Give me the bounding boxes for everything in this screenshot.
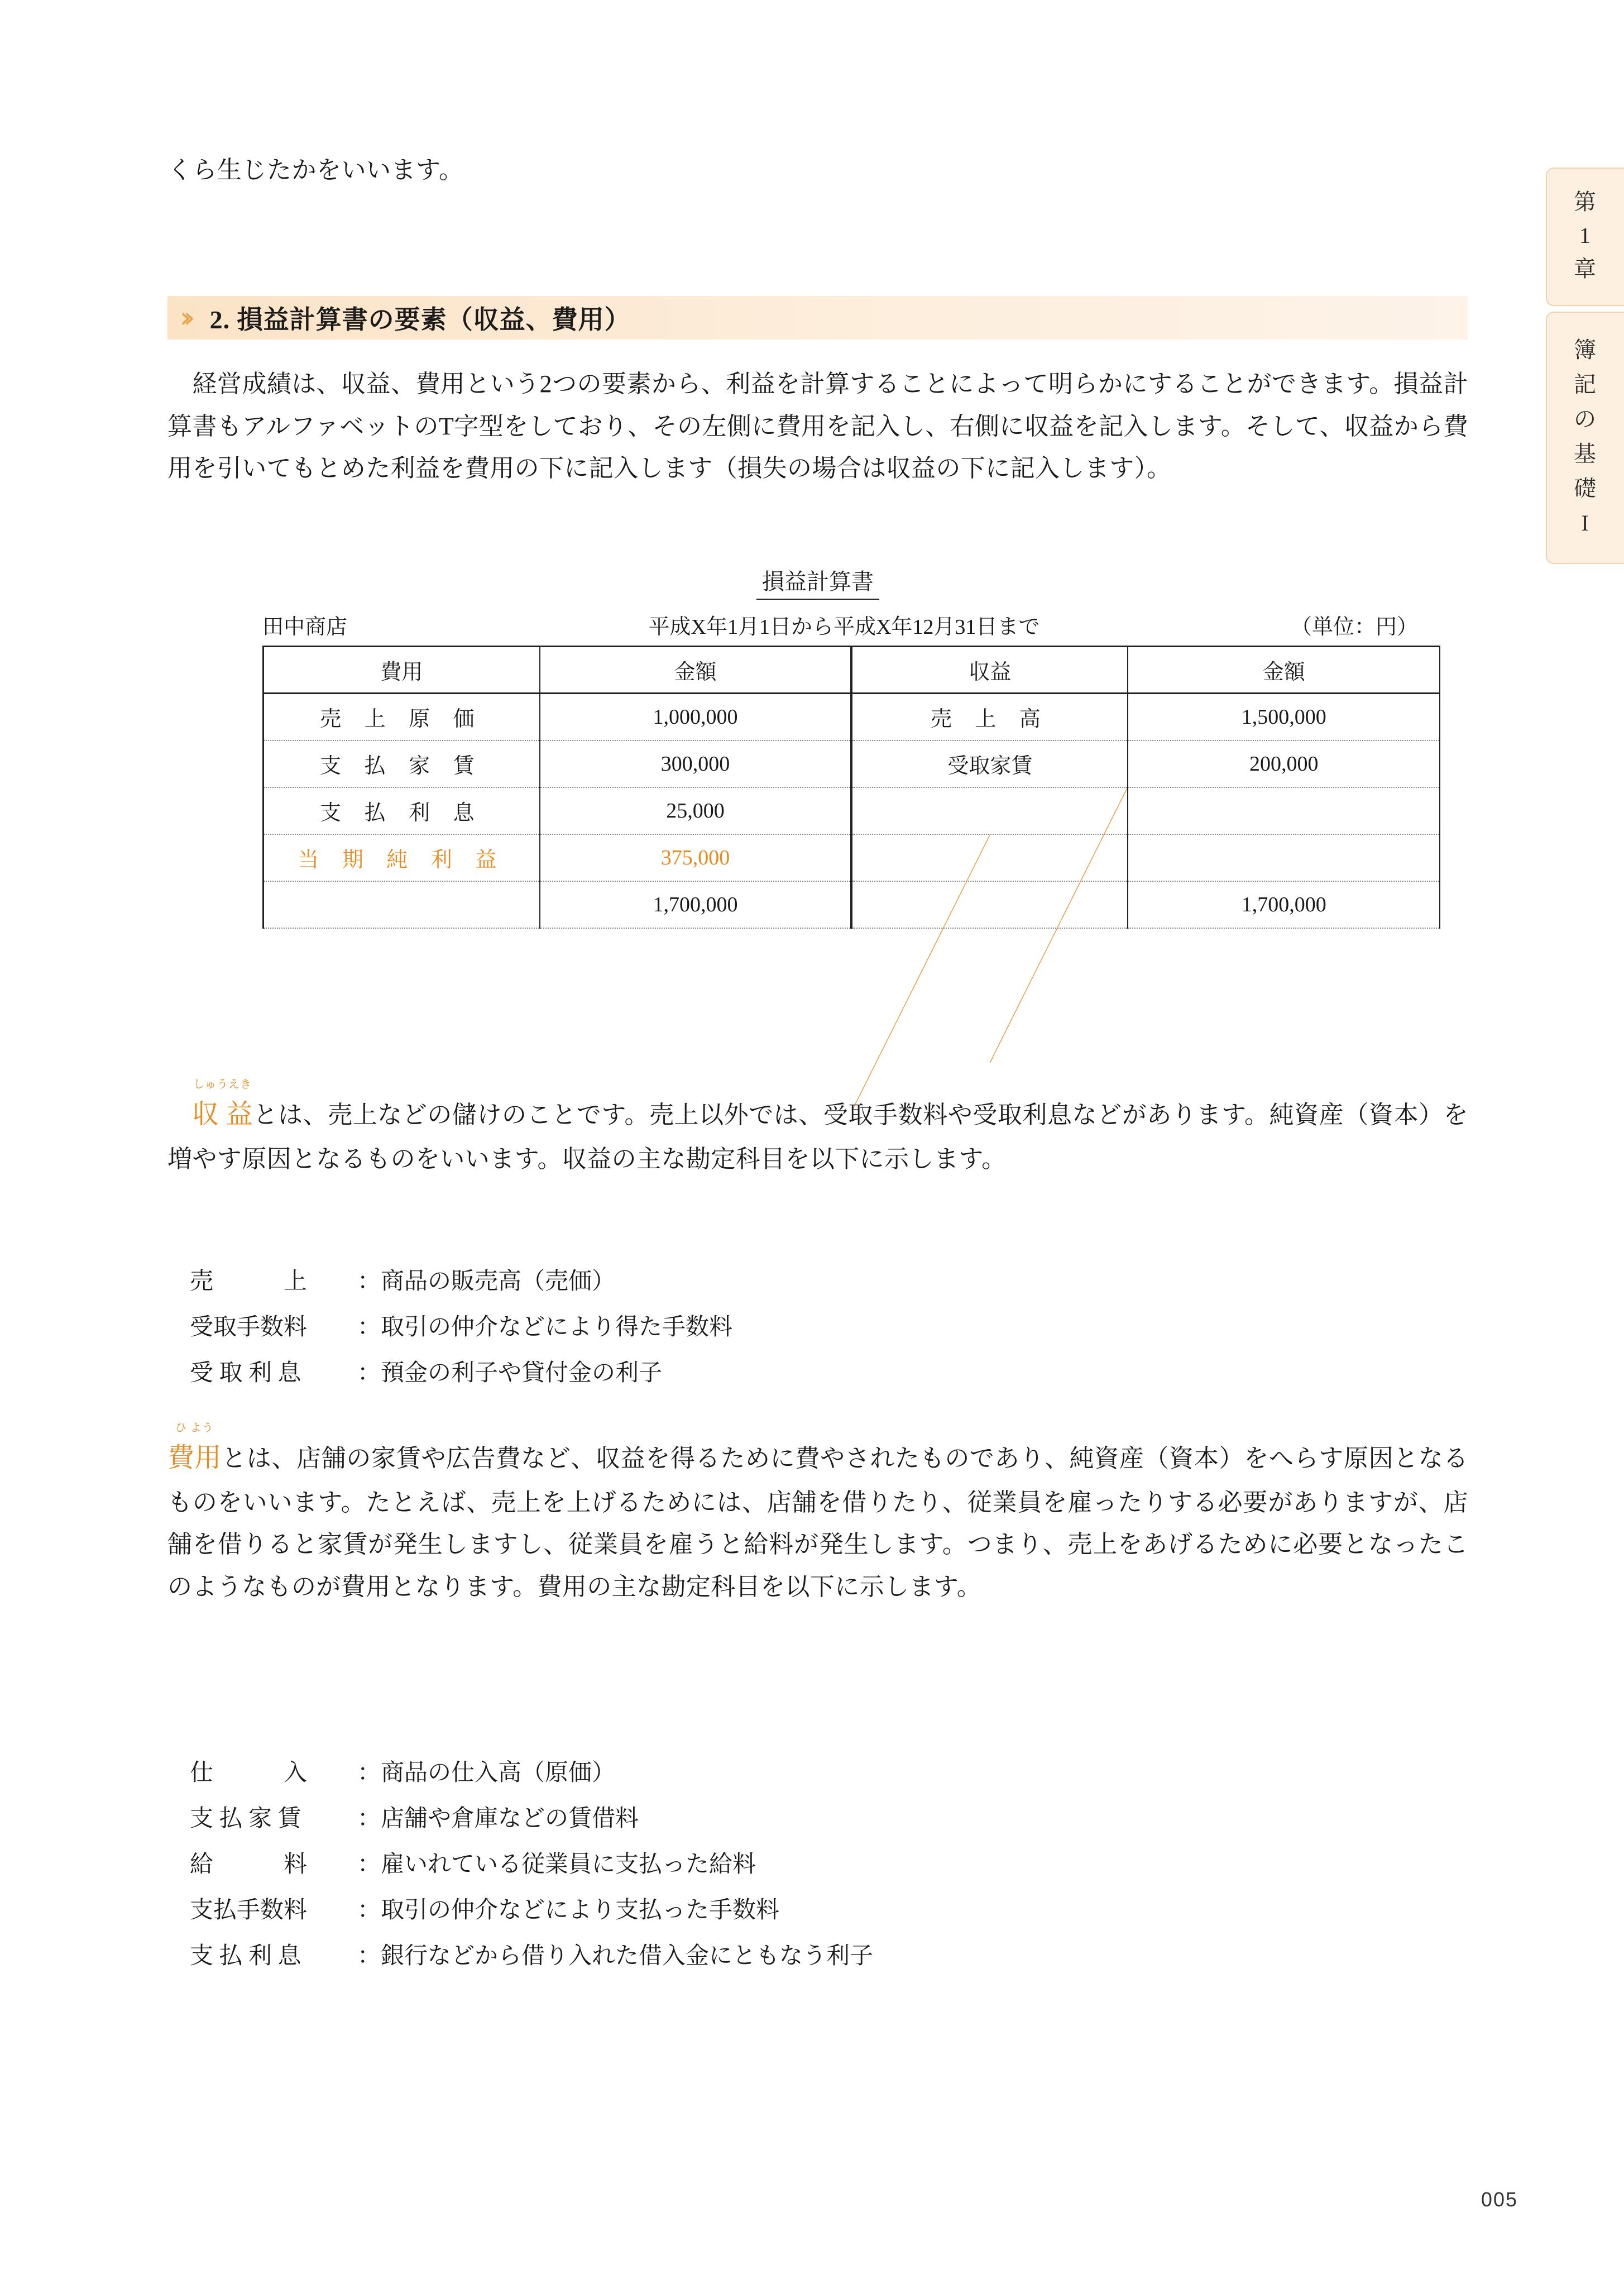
list-item-desc: ：取引の仲介などにより支払った手数料 [357,1897,780,1923]
diagonal-strike-icon [852,835,1127,1110]
list-item-term: 支 払 家 賃 [190,1805,301,1832]
table-row [264,787,1440,834]
table-header-row [264,647,1440,694]
revenue-account-list [167,1259,1468,1397]
list-item-term: 支 払 利 息 [190,1943,301,1969]
cell-net-income-amount: 375,000 [540,834,851,881]
cell-expense-account: 支 払 利 息 [264,787,540,834]
header-expense-amount: 金額 [540,647,851,694]
list-item-desc: ：雇いれている従業員に支払った給料 [357,1851,756,1877]
cell-revenue-amount [1128,787,1440,834]
list-item [167,1305,1468,1351]
header-revenue-amount: 金額 [1128,647,1440,694]
page-number: 005 [1481,2188,1518,2211]
table-row-net-income [264,834,1440,881]
section-heading-label: 2. 損益計算書の要素（収益、費用） [209,305,631,334]
list-item [167,1796,1468,1842]
income-statement-figure [167,564,1468,929]
statement-title-text: 損益計算書 [756,569,879,600]
statement-title [167,564,1468,599]
term-revenue-ruby: しゅうえき [193,1078,252,1091]
cell-revenue-account [851,787,1128,834]
cell-revenue-account: 受取家賃 [851,740,1128,787]
list-item-desc: ：預金の利子や貸付金の利子 [357,1360,663,1386]
cell-total-expense-amount: 1,700,000 [540,881,851,928]
statement-shop-name: 田中商店 [262,615,348,639]
side-tab-title-char-5: I [1581,510,1590,536]
table-row-total [264,881,1440,928]
list-item-desc: ：商品の仕入高（原価） [357,1760,616,1786]
paragraph-expense [167,1422,1468,1608]
side-tab-chapter-char-0: 第 [1574,189,1597,214]
list-item-term: 売 上 [190,1269,308,1294]
cell-revenue-blank-amount [1128,834,1440,881]
cell-revenue-amount: 200,000 [1128,740,1440,787]
side-tab-title [1546,312,1624,564]
cell-revenue-blank [851,834,1128,881]
list-item [167,1751,1468,1796]
list-item-desc: ：取引の仲介などにより得た手数料 [357,1314,733,1340]
statement-period: 平成X年1月1日から平成X年12月31日まで [648,615,1040,639]
side-tab-title-char-4: 礎 [1574,476,1597,501]
list-item-term: 支払手数料 [190,1897,308,1923]
cell-total-label-left [264,881,540,928]
list-item-term: 仕 入 [190,1760,308,1786]
section-heading [167,296,1468,340]
list-item [167,1888,1468,1934]
table-row [264,740,1440,787]
chevron-right-icon: ›› [180,301,188,335]
list-item-term: 給 料 [190,1851,308,1877]
side-tab-chapter [1546,168,1624,306]
term-expense-text: 費用 [167,1443,222,1473]
cell-expense-account: 支 払 家 賃 [264,740,540,787]
side-tab-group [1521,168,1624,564]
cell-revenue-account: 売 上 高 [851,694,1128,740]
statement-meta [167,609,1468,640]
table-row [264,694,1440,740]
list-item [167,1259,1468,1305]
cell-total-revenue-amount: 1,700,000 [1128,881,1440,928]
cell-expense-amount: 1,000,000 [540,694,851,740]
cell-expense-amount: 300,000 [540,740,851,787]
continuation-line: くら生じたかをいいます。 [167,156,464,184]
paragraph-expense-text: とは、店舗の家賃や広告費など、収益を得るために費やされたものであり、純資産（資本）をへらす原因となるものをいいます。たとえば、売上を上げるためには、店舗を借りたり、従業員を雇ったりする必要がありますが、店舗を借りると家賃が発生しますし、従業員を雇うと給料が発生します。つまり、売上をあげるために必要となったこのようなものが費用となります。費用の主な勘定科目を以下に示します。 [167,1445,1468,1600]
list-item [167,1351,1468,1397]
statement-unit: （単位：円） [1290,615,1418,639]
term-expense-ruby: ひ よう [175,1422,214,1434]
paragraph-revenue [167,1078,1468,1180]
side-tab-title-char-1: 記 [1574,372,1597,397]
side-tab-title-char-3: 基 [1574,441,1597,466]
cell-revenue-amount: 1,500,000 [1128,694,1440,740]
cell-expense-amount: 25,000 [540,787,851,834]
list-item-term: 受取手数料 [190,1314,308,1340]
header-expense: 費用 [264,647,540,694]
paragraph-revenue-text: とは、売上などの儲けのことです。売上以外では、受取手数料や受取利息などがあります。純資産（資本）を増やす原因となるものをいいます。収益の主な勘定科目を以下に示します。 [167,1101,1468,1173]
term-revenue-text: 収 益 [192,1100,253,1129]
list-item [167,1934,1468,1980]
list-item-desc: ：店舗や倉庫などの賃借料 [357,1805,639,1832]
side-tab-title-char-0: 簿 [1574,337,1597,362]
list-item-term: 受 取 利 息 [190,1360,301,1386]
side-tab-chapter-char-1: 1 [1579,223,1592,248]
list-item [167,1842,1468,1888]
income-statement-table [262,646,1440,929]
term-expense [167,1422,222,1482]
list-item-desc: ：商品の販売高（売価） [357,1269,616,1294]
list-item-desc: ：銀行などから借り入れた借入金にともなう利子 [357,1943,874,1969]
cell-net-income-label: 当 期 純 利 益 [264,834,540,881]
header-revenue: 収益 [851,647,1128,694]
paragraph-1: 経営成績は、収益、費用という2つの要素から、利益を計算することによって明らかにすることができます。損益計算書もアルファベットのT字型をしており、その左側に費用を記入し、右側に収益を記入します。そして、収益から費用を引いてもとめた利益を費用の下に記入します（損失の場合は収益の下に記入します）。 [167,370,1468,482]
term-revenue [192,1078,253,1138]
expense-account-list [167,1751,1468,1979]
side-tab-title-char-2: の [1574,407,1597,432]
cell-expense-account: 売 上 原 価 [264,694,540,740]
side-tab-chapter-char-2: 章 [1574,256,1597,281]
